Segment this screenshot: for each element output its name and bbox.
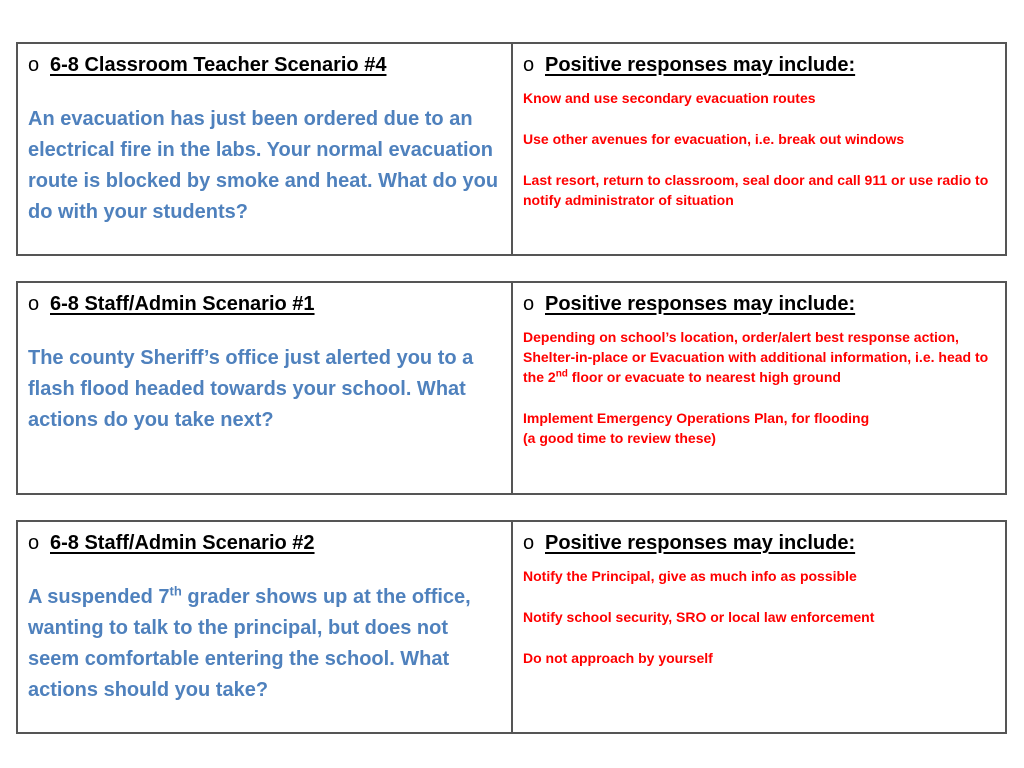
responses-cell	[513, 44, 1005, 254]
responses-heading-row	[523, 291, 995, 317]
response-superscript: nd	[555, 368, 568, 380]
bullet-icon: o	[523, 54, 535, 76]
scenario-heading-row	[28, 530, 501, 556]
bullet-icon: o	[523, 532, 535, 554]
responses-heading: Positive responses may include:	[545, 293, 856, 315]
scenario-heading: 6-8 Classroom Teacher Scenario #4	[50, 54, 387, 76]
responses-heading-row	[523, 530, 995, 556]
responses-cell	[513, 283, 1005, 493]
scenario-heading: 6-8 Staff/Admin Scenario #1	[50, 293, 315, 315]
response-line: Implement Emergency Operations Plan, for flooding	[523, 410, 870, 426]
response-item: Use other avenues for evacuation, i.e. break out windows	[523, 131, 905, 147]
responses-heading: Positive responses may include:	[545, 54, 856, 76]
scenario-cell	[18, 522, 513, 732]
scenario-text: The county Sheriff’s office just alerted you to a flash flood headed towards your school. What actions do you take next?	[28, 347, 474, 431]
scenario-heading-row	[28, 291, 501, 317]
response-item: Notify school security, SRO or local law enforcement	[523, 609, 875, 625]
scenario-superscript: th	[169, 583, 182, 599]
responses-cell	[513, 522, 1005, 732]
bullet-icon: o	[28, 532, 40, 554]
response-item: Know and use secondary evacuation routes	[523, 90, 816, 106]
scenario-card-3	[16, 520, 1007, 734]
scenario-heading-row	[28, 52, 501, 78]
bullet-icon: o	[523, 293, 535, 315]
response-line: (a good time to review these)	[523, 430, 716, 446]
response-item	[523, 408, 995, 448]
responses-list	[523, 566, 995, 668]
response-text: floor or evacuate to nearest high ground	[567, 369, 841, 385]
scenario-card-1	[16, 42, 1007, 256]
responses-heading-row	[523, 52, 995, 78]
responses-heading: Positive responses may include:	[545, 532, 856, 554]
scenario-card-2	[16, 281, 1007, 495]
response-item	[523, 327, 995, 387]
responses-list	[523, 88, 995, 210]
response-item: Notify the Principal, give as much info as possible	[523, 568, 857, 584]
response-item: Do not approach by yourself	[523, 650, 713, 666]
bullet-icon: o	[28, 293, 40, 315]
responses-list	[523, 327, 995, 448]
scenario-cell	[18, 283, 513, 493]
response-item: Last resort, return to classroom, seal door and call 911 or use radio to notify administrator of situation	[523, 172, 989, 208]
scenario-cell	[18, 44, 513, 254]
scenario-heading: 6-8 Staff/Admin Scenario #2	[50, 532, 315, 554]
bullet-icon: o	[28, 54, 40, 76]
scenario-text-part: A suspended 7	[28, 586, 170, 608]
scenario-text: An evacuation has just been ordered due to an electrical fire in the labs. Your normal evacuation route is blocked by smoke and heat. What do you do with your students?	[28, 108, 499, 223]
response-text: Depending on school’s location, order/alert best response action, Shelter-in-place or Evacuation with additional information, i.e. head to the 2	[523, 329, 989, 385]
scenario-text	[28, 582, 501, 706]
scenario-text-part: grader shows up at the office, wanting to talk to the principal, but does not seem comfortable entering the school. What actions should you take?	[28, 586, 471, 701]
